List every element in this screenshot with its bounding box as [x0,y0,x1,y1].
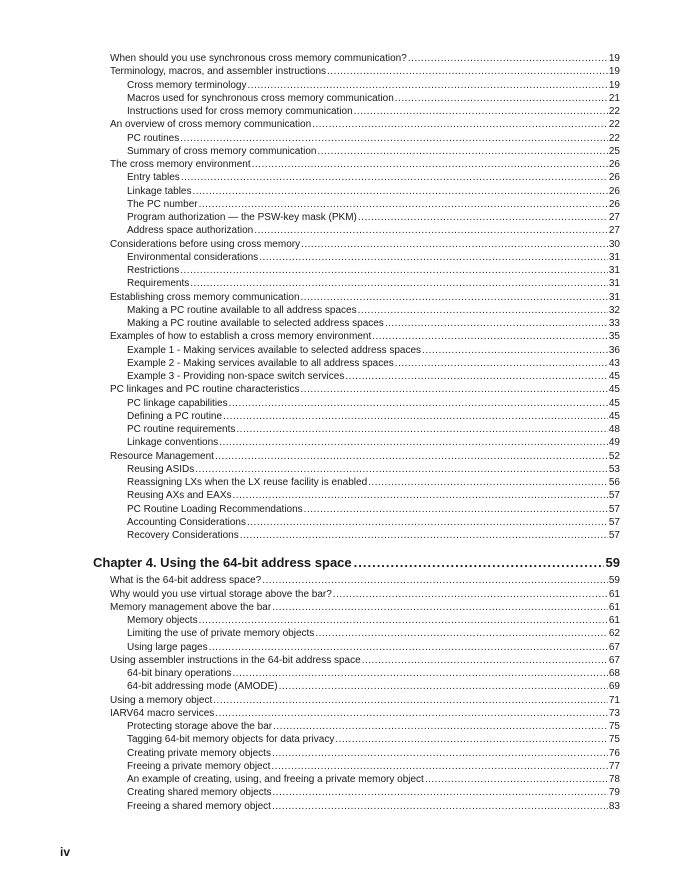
dot-leader [215,707,608,720]
toc-entry-title: Memory management above the bar [110,601,272,613]
toc-entry-page-number: 78 [608,774,620,785]
toc-entry[interactable] [110,330,620,343]
toc-entry-title: IARV64 macro services [110,707,215,719]
toc-entry-page-number: 75 [608,721,620,732]
toc-entry-title: PC routine requirements [127,424,236,435]
toc-entry-title: Making a PC routine available to all address spaces [127,304,357,316]
toc-entry-title: An example of creating, using, and freeing a private memory object [127,774,424,785]
dot-leader [272,601,608,614]
toc-entry[interactable] [127,317,620,330]
dot-leader [193,185,608,198]
toc-entry-page-number: 68 [608,668,620,679]
toc-entry-page-number: 19 [608,66,620,78]
toc-entry[interactable] [127,145,620,158]
toc-entry[interactable] [127,397,620,410]
toc-entry[interactable] [127,760,620,773]
toc-entry-page-number: 22 [608,132,620,144]
toc-entry-page-number: 53 [608,463,620,475]
toc-entry-page-number: 45 [608,384,620,396]
dot-leader [213,694,608,707]
toc-entry[interactable] [127,277,620,290]
toc-entry-title: Resource Management [110,450,214,462]
toc-entry[interactable] [110,118,620,131]
dot-leader [368,476,608,489]
toc-entry[interactable] [127,224,620,237]
toc-entry-page-number: 61 [608,601,620,613]
toc-entry[interactable] [110,65,620,78]
toc-entry-page-number: 19 [608,53,620,64]
toc-entry-page-number: 56 [608,477,620,488]
dot-leader [223,410,608,423]
toc-entry[interactable] [110,291,620,304]
toc-entry-title: Example 3 - Providing non-space switch services [127,371,345,382]
toc-entry-page-number: 67 [608,654,620,666]
dot-leader [209,641,608,654]
toc-entry-title: Program authorization — the PSW-key mask (PKM) [127,212,357,223]
toc-entry-page-number: 71 [608,694,620,706]
toc-entry-title: Requirements [127,278,190,290]
toc-entry-title: Creating shared memory objects [127,787,272,799]
dot-leader [190,277,608,290]
toc-entry-title: Reassigning LXs when the LX reuse facility is enabled [127,477,368,488]
toc-entry-title: What is the 64-bit address space? [110,575,262,587]
toc-entry[interactable] [127,423,620,436]
toc-entry[interactable] [127,370,620,383]
dot-leader [318,145,608,158]
toc-entry[interactable] [127,680,620,693]
dot-leader [180,264,608,277]
toc-entry-title: PC linkages and PC routine characteristics [110,384,300,396]
toc-entry-page-number: 33 [608,318,620,329]
toc-entry-page-number: 61 [608,615,620,626]
toc-entry-page-number: 19 [608,79,620,91]
dot-leader [252,158,608,171]
dot-leader [262,574,608,587]
toc-entry-title: Reusing AXs and EAXs [127,490,232,502]
dot-leader [333,588,608,601]
toc-entry-page-number: 45 [608,397,620,409]
toc-entry[interactable] [127,476,620,489]
toc-section-after [0,574,680,813]
toc-entry-page-number: 57 [608,490,620,502]
toc-entry[interactable] [110,574,620,587]
toc-entry[interactable] [110,707,620,720]
dot-leader [395,357,608,370]
dot-leader [271,760,607,773]
dot-leader [272,800,608,813]
toc-entry-title: Using a memory object [110,694,213,706]
toc-entry[interactable] [110,694,620,707]
toc-entry-title: Using large pages [127,641,208,653]
dot-leader [180,132,608,145]
toc-entry-page-number: 67 [608,641,620,653]
dot-leader [181,171,608,184]
toc-entry-page-number: 31 [608,265,620,276]
toc-entry-page-number: 45 [608,410,620,422]
chapter-page-number: 59 [605,555,620,571]
toc-entry-title: An overview of cross memory communication [110,119,312,131]
toc-entry-page-number: 27 [608,225,620,237]
chapter-heading[interactable] [93,552,620,574]
toc-entry-title: Using assembler instructions in the 64-bit address space [110,654,361,666]
toc-entry-title: Address space authorization [127,225,254,237]
toc-entry-title: Reusing ASIDs [127,463,195,475]
page-footer-label: iv [60,845,71,859]
toc-entry[interactable] [127,489,620,502]
toc-entry-title: Recovery Considerations [127,530,239,541]
toc-entry-title: Why would you use virtual storage above the bar? [110,588,332,600]
dot-leader [345,370,608,383]
toc-entry-title: PC Routine Loading Recommendations [127,503,303,515]
dot-leader [199,198,608,211]
toc-entry[interactable] [127,667,620,680]
toc-entry-title: Establishing cross memory communication [110,291,300,303]
dot-leader [247,516,608,529]
toc-entry-page-number: 57 [608,530,620,541]
toc-entry-title: Instructions used for cross memory communication [127,106,353,117]
dot-leader [273,720,608,733]
dot-leader [354,105,608,118]
dot-leader [215,450,608,463]
toc-entry-page-number: 61 [608,588,620,600]
toc-entry[interactable] [127,185,620,198]
toc-entry-title: Environmental considerations [127,251,259,263]
dot-leader [304,503,608,516]
toc-entry-page-number: 36 [608,344,620,356]
toc-entry-page-number: 32 [608,304,620,316]
toc-entry-title: The cross memory environment [110,159,251,170]
dot-leader [236,423,607,436]
toc-entry[interactable] [127,79,620,92]
toc-entry-title: Creating private memory objects [127,747,271,759]
toc-entry[interactable] [127,720,620,733]
dot-leader [372,330,608,343]
dot-leader [273,786,608,799]
toc-entry-page-number: 57 [608,503,620,515]
dot-leader [254,224,608,237]
toc-entry-page-number: 49 [608,437,620,449]
toc-entry[interactable] [127,436,620,449]
toc-entry-title: Limiting the use of private memory objects [127,628,315,640]
dot-leader [199,614,608,627]
toc-entry[interactable] [127,132,620,145]
toc-entry-page-number: 31 [608,291,620,303]
toc-entry-page-number: 75 [608,734,620,746]
toc-entry-page-number: 21 [608,92,620,104]
toc-entry[interactable] [127,105,620,118]
toc-entry[interactable] [127,800,620,813]
toc-entry-title: Freeing a private memory object [127,760,271,772]
toc-entry-title: Terminology, macros, and assembler instructions [110,66,327,78]
toc-entry[interactable] [127,516,620,529]
dot-leader [358,304,608,317]
toc-entry-title: Considerations before using cross memory [110,238,301,250]
toc-entry-title: Defining a PC routine [127,410,223,422]
dot-leader [195,463,608,476]
toc-entry-title: Tagging 64-bit memory objects for data privacy [127,734,335,746]
dot-leader [354,552,604,574]
toc-entry[interactable] [127,773,620,786]
toc-entry-page-number: 77 [608,760,620,772]
toc-entry-title: Example 2 - Making services available to all address spaces [127,357,394,369]
chapter-title: Chapter 4. Using the 64-bit address space [93,555,352,571]
toc-entry[interactable] [127,211,620,224]
toc-entry-page-number: 48 [608,424,620,435]
dot-leader [385,317,608,330]
toc-entry-title: Linkage tables [127,185,192,197]
toc-entry-page-number: 31 [608,251,620,263]
toc-entry[interactable] [110,158,620,171]
toc-entry[interactable] [127,614,620,627]
toc-entry-page-number: 26 [608,172,620,184]
toc-entry[interactable] [110,450,620,463]
toc-entry-page-number: 26 [608,198,620,210]
toc-entry[interactable] [127,503,620,516]
dot-leader [229,397,608,410]
table-of-contents [0,52,680,813]
toc-entry-title: Accounting Considerations [127,516,246,528]
toc-entry-page-number: 30 [608,238,620,250]
toc-entry[interactable] [127,641,620,654]
dot-leader [301,291,608,304]
toc-entry-page-number: 35 [608,331,620,343]
toc-entry-title: Example 1 - Making services available to selected address spaces [127,344,422,356]
toc-entry[interactable] [127,786,620,799]
dot-leader [395,92,608,105]
toc-entry-title: 64-bit addressing mode (AMODE) [127,681,278,693]
toc-section-before [0,52,680,542]
toc-entry[interactable] [127,92,620,105]
toc-entry-title: PC routines [127,132,180,144]
dot-leader [259,251,608,264]
toc-entry[interactable] [127,264,620,277]
toc-entry-title: Summary of cross memory communication [127,145,317,157]
toc-entry-title: Examples of how to establish a cross memory environment [110,331,372,343]
dot-leader [279,680,608,693]
dot-leader [272,747,608,760]
toc-entry-title: The PC number [127,198,198,210]
dot-leader [358,211,608,224]
toc-entry[interactable] [127,198,620,211]
toc-entry[interactable] [127,410,620,423]
toc-entry-page-number: 26 [608,185,620,197]
toc-entry-title: Restrictions [127,265,180,276]
toc-entry-title: 64-bit binary operations [127,668,232,679]
toc-entry-page-number: 52 [608,450,620,462]
toc-entry[interactable] [127,733,620,746]
toc-entry[interactable] [110,601,620,614]
dot-leader [219,436,608,449]
dot-leader [233,667,608,680]
toc-entry-page-number: 43 [608,357,620,369]
toc-entry-title: Protecting storage above the bar [127,721,273,732]
dot-leader [315,627,608,640]
toc-entry[interactable] [127,463,620,476]
toc-entry-title: When should you use synchronous cross memory communication? [110,53,407,64]
dot-leader [301,383,608,396]
toc-entry-page-number: 83 [608,800,620,812]
dot-leader [327,65,608,78]
toc-entry[interactable] [127,747,620,760]
toc-entry[interactable] [127,344,620,357]
dot-leader [335,733,608,746]
toc-entry-page-number: 76 [608,747,620,759]
toc-entry-page-number: 25 [608,145,620,157]
toc-entry-page-number: 45 [608,371,620,382]
toc-entry-title: Making a PC routine available to selected address spaces [127,318,384,329]
toc-entry-title: PC linkage capabilities [127,397,228,409]
toc-entry-page-number: 22 [608,119,620,131]
toc-entry-title: Memory objects [127,615,198,626]
toc-entry[interactable] [110,383,620,396]
toc-entry-page-number: 26 [608,159,620,170]
dot-leader [247,79,607,92]
dot-leader [312,118,608,131]
toc-entry-page-number: 79 [608,787,620,799]
toc-entry-page-number: 69 [608,681,620,693]
toc-entry-page-number: 73 [608,707,620,719]
dot-leader [240,529,608,542]
dot-leader [425,773,608,786]
toc-entry[interactable] [110,654,620,667]
toc-entry-page-number: 59 [608,575,620,587]
dot-leader [301,238,608,251]
dot-leader [362,654,608,667]
toc-entry-title: Entry tables [127,172,180,184]
toc-entry[interactable] [127,529,620,542]
toc-entry[interactable] [127,627,620,640]
toc-entry-page-number: 22 [608,106,620,117]
toc-entry-title: Linkage conventions [127,437,219,449]
toc-entry[interactable] [127,171,620,184]
dot-leader [233,489,608,502]
toc-entry-page-number: 62 [608,628,620,640]
toc-entry-page-number: 57 [608,516,620,528]
toc-entry[interactable] [127,304,620,317]
toc-entry[interactable] [127,357,620,370]
toc-entry-title: Macros used for synchronous cross memory communication [127,92,394,104]
toc-entry-title: Freeing a shared memory object [127,800,271,812]
toc-entry[interactable] [110,588,620,601]
toc-entry-page-number: 27 [608,212,620,223]
toc-entry[interactable] [110,52,620,65]
toc-entry-title: Cross memory terminology [127,79,247,91]
toc-entry[interactable] [110,238,620,251]
toc-entry[interactable] [127,251,620,264]
dot-leader [408,52,608,65]
dot-leader [422,344,608,357]
toc-entry-page-number: 31 [608,278,620,290]
